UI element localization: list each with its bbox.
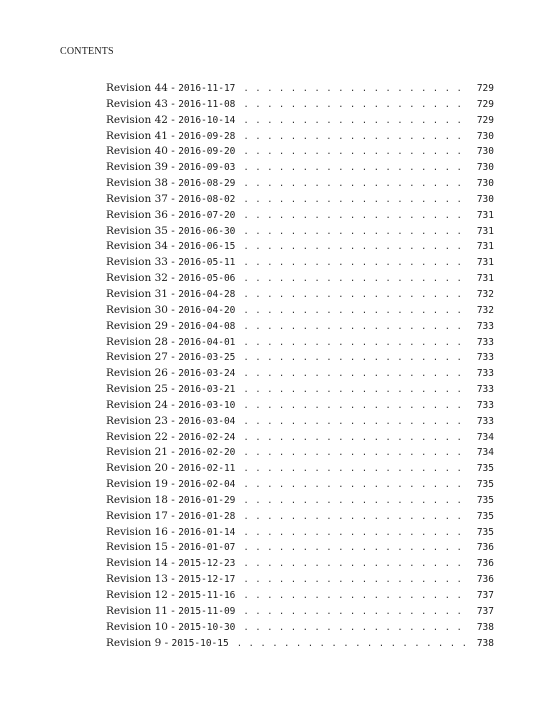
toc-entry-separator: - <box>167 383 179 396</box>
toc-entry-date: 2016-08-29 <box>178 178 236 190</box>
toc-entry[interactable] <box>106 82 494 98</box>
toc-entry-page-number: 732 <box>476 288 494 300</box>
toc-entry[interactable] <box>106 510 494 526</box>
toc-entry-date: 2016-04-08 <box>178 320 236 332</box>
toc-entry[interactable] <box>106 130 494 146</box>
toc-entry-separator: - <box>167 240 179 253</box>
dot-leader <box>243 242 468 252</box>
toc-entry-page-number: 733 <box>476 415 494 427</box>
toc-entry[interactable] <box>106 288 494 304</box>
toc-entry-separator: - <box>167 161 179 174</box>
toc-entry-separator: - <box>167 256 179 269</box>
toc-entry-page-number: 729 <box>476 83 494 94</box>
toc-entry-label: Revision 40 <box>106 145 168 158</box>
dot-leader <box>243 211 468 221</box>
toc-entry-label: Revision 32 <box>106 272 168 285</box>
toc-entry-date: 2016-06-30 <box>178 225 236 237</box>
toc-entry-date: 2016-04-01 <box>178 336 236 348</box>
toc-entry[interactable] <box>106 573 494 589</box>
toc-entry-page-number: 733 <box>476 320 494 332</box>
table-of-contents <box>106 82 494 652</box>
toc-entry-separator: - <box>167 430 179 443</box>
toc-entry-label: Revision 29 <box>106 319 168 332</box>
toc-entry-separator: - <box>167 620 179 633</box>
toc-entry-label: Revision 34 <box>106 240 168 253</box>
toc-entry[interactable] <box>106 240 494 256</box>
toc-entry-label: Revision 25 <box>106 383 168 396</box>
toc-entry-date: 2016-06-15 <box>178 241 236 253</box>
toc-entry-page-number: 734 <box>476 431 494 443</box>
toc-entry-separator: - <box>167 113 179 126</box>
toc-entry[interactable] <box>106 526 494 542</box>
toc-entry[interactable] <box>106 399 494 415</box>
toc-entry-label: Revision 22 <box>106 430 168 443</box>
toc-entry-separator: - <box>167 509 179 522</box>
toc-entry-date: 2015-10-15 <box>171 637 229 649</box>
toc-entry[interactable] <box>106 637 494 653</box>
toc-entry-date: 2016-03-25 <box>178 352 236 364</box>
dot-leader <box>243 575 468 585</box>
toc-entry[interactable] <box>106 272 494 288</box>
toc-entry-page-number: 730 <box>476 193 494 205</box>
toc-entry-date: 2015-10-30 <box>178 621 236 633</box>
toc-entry-label: Revision 14 <box>106 557 168 570</box>
toc-entry-date: 2016-02-20 <box>178 447 236 459</box>
toc-entry-label: Revision 23 <box>106 414 168 427</box>
toc-entry-date: 2015-11-16 <box>178 590 236 601</box>
dot-leader <box>243 179 468 189</box>
toc-entry-separator: - <box>167 573 179 586</box>
toc-entry-page-number: 733 <box>476 336 494 348</box>
toc-entry-page-number: 730 <box>476 130 494 142</box>
dot-leader <box>243 480 468 490</box>
toc-entry[interactable] <box>106 98 494 114</box>
dot-leader <box>243 322 468 332</box>
toc-entry-label: Revision 42 <box>106 113 168 126</box>
toc-entry-page-number: 736 <box>476 574 494 586</box>
dot-leader <box>243 306 468 316</box>
toc-entry-date: 2016-02-24 <box>178 431 236 443</box>
toc-entry-label: Revision 37 <box>106 192 168 205</box>
toc-entry-page-number: 731 <box>476 257 494 269</box>
toc-entry-page-number: 738 <box>476 637 494 649</box>
toc-entry-separator: - <box>167 367 179 380</box>
toc-entry-date: 2016-03-10 <box>178 399 236 411</box>
dot-leader <box>243 147 468 157</box>
toc-entry[interactable] <box>106 621 494 637</box>
toc-entry-date: 2016-02-04 <box>178 479 236 491</box>
toc-entry-date: 2016-11-08 <box>178 98 236 110</box>
toc-entry[interactable] <box>106 145 494 161</box>
toc-entry-label: Revision 36 <box>106 208 168 221</box>
dot-leader <box>243 512 468 522</box>
toc-entry-date: 2016-03-24 <box>178 368 236 380</box>
dot-leader <box>243 496 468 506</box>
toc-entry-date: 2016-04-20 <box>178 304 236 316</box>
toc-entry-page-number: 730 <box>476 146 494 158</box>
toc-entry[interactable] <box>106 494 494 510</box>
toc-entry-label: Revision 13 <box>106 573 168 586</box>
toc-entry-date: 2016-03-04 <box>178 415 236 427</box>
toc-entry-date: 2016-02-11 <box>178 463 236 475</box>
dot-leader <box>243 543 468 553</box>
toc-entry-separator: - <box>167 604 179 617</box>
dot-leader <box>243 353 468 363</box>
dot-leader <box>243 369 468 379</box>
toc-entry-separator: - <box>167 208 179 221</box>
dot-leader <box>243 385 468 395</box>
toc-entry-separator: - <box>167 478 179 491</box>
toc-entry-separator: - <box>161 636 172 649</box>
toc-entry-date: 2015-12-23 <box>178 558 236 570</box>
toc-entry-label: Revision 17 <box>106 509 168 522</box>
toc-entry[interactable] <box>106 367 494 383</box>
toc-entry-label: Revision 9 <box>106 636 162 649</box>
toc-entry-label: Revision 18 <box>106 493 168 506</box>
dot-leader <box>243 464 468 474</box>
dot-leader <box>243 417 468 427</box>
toc-entry-date: 2016-03-21 <box>178 384 236 396</box>
toc-entry[interactable] <box>106 225 494 241</box>
dot-leader <box>243 623 468 633</box>
dot-leader <box>237 639 468 649</box>
toc-entry-date: 2016-01-29 <box>178 494 236 506</box>
toc-entry-date: 2016-10-14 <box>178 114 236 126</box>
toc-entry[interactable] <box>106 304 494 320</box>
toc-entry[interactable] <box>106 415 494 431</box>
toc-entry-page-number: 733 <box>476 384 494 396</box>
toc-entry-label: Revision 20 <box>106 462 168 475</box>
dot-leader <box>243 100 468 110</box>
toc-entry-label: Revision 21 <box>106 446 168 459</box>
toc-entry-page-number: 733 <box>476 352 494 364</box>
toc-entry[interactable] <box>106 383 494 399</box>
toc-entry-separator: - <box>167 414 179 427</box>
toc-entry[interactable] <box>106 446 494 462</box>
toc-entry[interactable] <box>106 114 494 130</box>
toc-entry[interactable] <box>106 161 494 177</box>
toc-entry-separator: - <box>167 398 179 411</box>
toc-entry-date: 2016-01-14 <box>178 526 236 538</box>
toc-entry-separator: - <box>167 82 179 94</box>
toc-entry-separator: - <box>167 97 179 110</box>
dot-leader <box>243 195 468 205</box>
toc-entry-separator: - <box>167 446 179 459</box>
dot-leader <box>243 258 468 268</box>
toc-entry-separator: - <box>167 462 179 475</box>
toc-entry-page-number: 731 <box>476 225 494 237</box>
toc-entry-page-number: 730 <box>476 162 494 174</box>
toc-entry-separator: - <box>167 557 179 570</box>
toc-entry-label: Revision 16 <box>106 525 168 538</box>
toc-entry-separator: - <box>167 335 179 348</box>
toc-entry-label: Revision 43 <box>106 97 168 110</box>
toc-entry[interactable] <box>106 351 494 367</box>
toc-entry-date: 2016-05-06 <box>178 273 236 285</box>
toc-entry[interactable] <box>106 462 494 478</box>
toc-entry-label: Revision 27 <box>106 351 168 364</box>
toc-entry-date: 2016-07-20 <box>178 209 236 221</box>
toc-entry-separator: - <box>167 287 179 300</box>
toc-entry-page-number: 737 <box>476 590 494 601</box>
toc-entry-separator: - <box>167 351 179 364</box>
toc-entry-page-number: 736 <box>476 558 494 570</box>
dot-leader <box>243 528 468 538</box>
toc-entry[interactable] <box>106 541 494 557</box>
toc-entry-page-number: 737 <box>476 605 494 617</box>
toc-entry-page-number: 733 <box>476 368 494 380</box>
toc-entry-label: Revision 31 <box>106 287 168 300</box>
toc-entry-separator: - <box>167 493 179 506</box>
toc-entry-page-number: 738 <box>476 621 494 633</box>
toc-entry-date: 2016-04-28 <box>178 288 236 300</box>
running-header: CONTENTS <box>60 46 114 57</box>
toc-entry-separator: - <box>167 145 179 158</box>
dot-leader <box>243 290 468 300</box>
toc-entry[interactable] <box>106 193 494 209</box>
toc-entry[interactable] <box>106 605 494 621</box>
toc-entry-label: Revision 26 <box>106 367 168 380</box>
toc-entry-date: 2016-05-11 <box>178 257 236 269</box>
toc-entry-page-number: 732 <box>476 304 494 316</box>
toc-entry-separator: - <box>167 525 179 538</box>
toc-entry-page-number: 735 <box>476 479 494 491</box>
toc-entry-separator: - <box>167 177 179 190</box>
toc-entry-date: 2016-01-07 <box>178 542 236 554</box>
toc-entry-date: 2015-11-09 <box>178 605 236 617</box>
toc-entry-label: Revision 35 <box>106 224 168 237</box>
toc-entry-page-number: 735 <box>476 494 494 506</box>
dot-leader <box>243 338 468 348</box>
toc-entry[interactable] <box>106 320 494 336</box>
toc-entry-page-number: 734 <box>476 447 494 459</box>
toc-entry-separator: - <box>167 541 179 554</box>
toc-entry-label: Revision 10 <box>106 620 168 633</box>
toc-entry-separator: - <box>167 192 179 205</box>
toc-entry-label: Revision 30 <box>106 303 168 316</box>
toc-entry-label: Revision 28 <box>106 335 168 348</box>
toc-entry-separator: - <box>167 303 179 316</box>
toc-entry[interactable] <box>106 557 494 573</box>
toc-entry-date: 2016-09-28 <box>178 130 236 142</box>
dot-leader <box>243 401 468 411</box>
toc-entry-label: Revision 39 <box>106 161 168 174</box>
dot-leader <box>243 433 468 443</box>
dot-leader <box>243 84 468 94</box>
toc-entry-page-number: 735 <box>476 526 494 538</box>
toc-entry-separator: - <box>167 589 179 601</box>
toc-entry-label: Revision 12 <box>106 589 168 601</box>
dot-leader <box>243 227 468 237</box>
toc-entry[interactable] <box>106 336 494 352</box>
toc-entry-label: Revision 15 <box>106 541 168 554</box>
dot-leader <box>243 591 468 601</box>
toc-entry-label: Revision 41 <box>106 129 168 142</box>
toc-entry[interactable] <box>106 256 494 272</box>
toc-entry-date: 2016-01-28 <box>178 510 236 522</box>
toc-entry-page-number: 729 <box>476 114 494 126</box>
toc-entry-date: 2015-12-17 <box>178 574 236 586</box>
toc-entry-page-number: 735 <box>476 463 494 475</box>
toc-entry[interactable] <box>106 589 494 605</box>
toc-entry-label: Revision 24 <box>106 398 168 411</box>
dot-leader <box>243 607 468 617</box>
dot-leader <box>243 132 468 142</box>
toc-entry-separator: - <box>167 129 179 142</box>
toc-entry-date: 2016-09-03 <box>178 162 236 174</box>
toc-entry-page-number: 736 <box>476 542 494 554</box>
toc-entry-label: Revision 11 <box>106 604 168 617</box>
toc-entry-label: Revision 38 <box>106 177 168 190</box>
toc-entry[interactable] <box>106 431 494 447</box>
toc-entry-page-number: 729 <box>476 98 494 110</box>
dot-leader <box>243 274 468 284</box>
toc-entry-label: Revision 33 <box>106 256 168 269</box>
toc-entry-separator: - <box>167 224 179 237</box>
toc-entry-page-number: 735 <box>476 510 494 522</box>
dot-leader <box>243 559 468 569</box>
toc-entry-date: 2016-09-20 <box>178 146 236 158</box>
toc-entry-label: Revision 19 <box>106 478 168 491</box>
toc-entry[interactable] <box>106 478 494 494</box>
toc-entry-page-number: 730 <box>476 178 494 190</box>
toc-entry-page-number: 733 <box>476 399 494 411</box>
dot-leader <box>243 116 468 126</box>
toc-entry-page-number: 731 <box>476 273 494 285</box>
toc-entry-separator: - <box>167 319 179 332</box>
toc-entry-page-number: 731 <box>476 209 494 221</box>
dot-leader <box>243 448 468 458</box>
toc-entry[interactable] <box>106 209 494 225</box>
toc-entry-separator: - <box>167 272 179 285</box>
toc-entry-date: 2016-11-17 <box>178 83 236 94</box>
toc-entry[interactable] <box>106 177 494 193</box>
toc-entry-page-number: 731 <box>476 241 494 253</box>
toc-entry-date: 2016-08-02 <box>178 193 236 205</box>
dot-leader <box>243 163 468 173</box>
toc-entry-label: Revision 44 <box>106 82 168 94</box>
